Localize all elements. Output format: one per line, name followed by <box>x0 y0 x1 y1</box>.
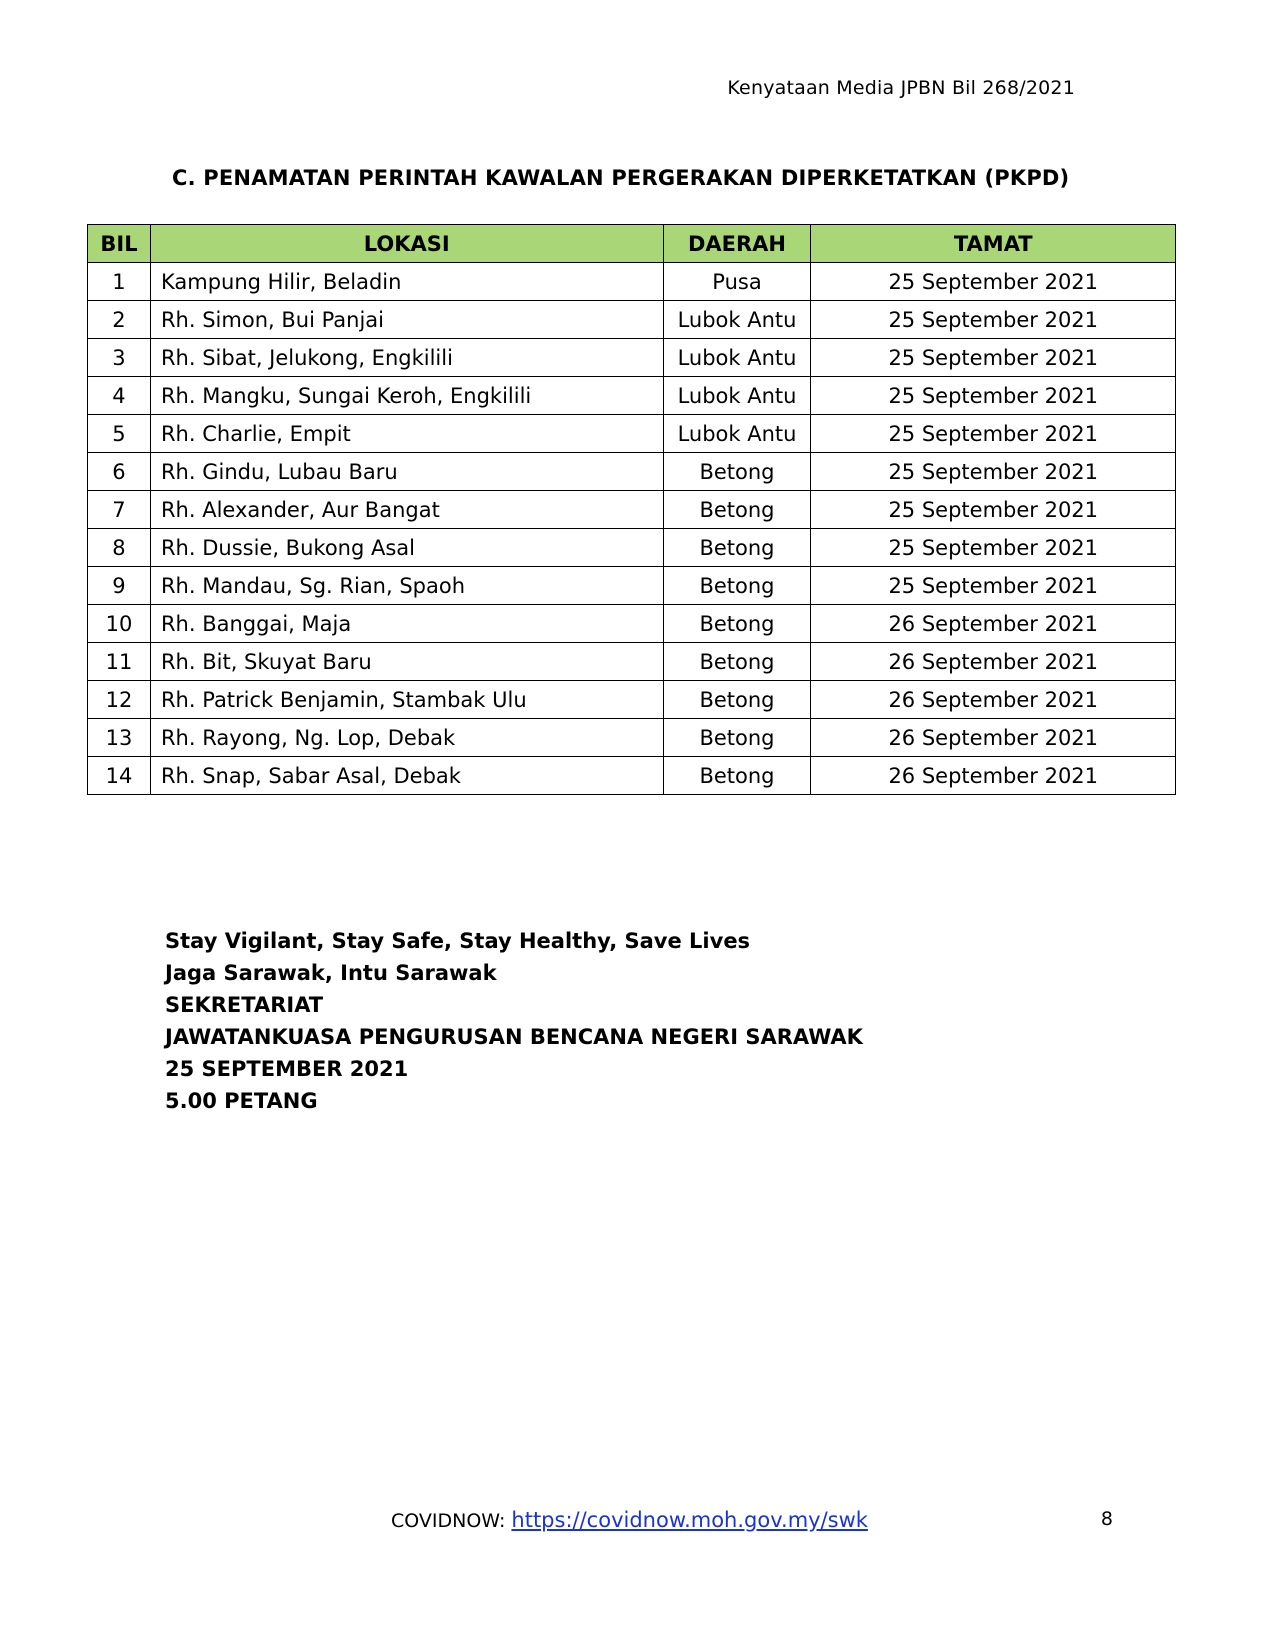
cell-bil: 2 <box>88 301 151 339</box>
cell-tamat: 26 September 2021 <box>811 643 1176 681</box>
table-row <box>88 681 1176 719</box>
cell-lokasi: Rh. Charlie, Empit <box>150 415 663 453</box>
cell-daerah: Betong <box>663 453 811 491</box>
cell-bil: 8 <box>88 529 151 567</box>
footer-label: COVIDNOW: <box>391 1510 512 1532</box>
table-row <box>88 643 1176 681</box>
table-row <box>88 567 1176 605</box>
cell-tamat: 26 September 2021 <box>811 681 1176 719</box>
column-header-daerah: DAERAH <box>663 225 811 263</box>
cell-bil: 1 <box>88 263 151 301</box>
pkpd-table <box>87 224 1176 795</box>
table-row <box>88 529 1176 567</box>
cell-lokasi: Rh. Alexander, Aur Bangat <box>150 491 663 529</box>
cell-bil: 6 <box>88 453 151 491</box>
cell-daerah: Betong <box>663 529 811 567</box>
covidnow-link[interactable]: https://covidnow.moh.gov.my/swk <box>511 1508 868 1532</box>
cell-lokasi: Rh. Snap, Sabar Asal, Debak <box>150 757 663 795</box>
cell-daerah: Pusa <box>663 263 811 301</box>
page-number: 8 <box>1100 1508 1113 1530</box>
table-row <box>88 301 1176 339</box>
cell-tamat: 25 September 2021 <box>811 415 1176 453</box>
closing-motto: Jaga Sarawak, Intu Sarawak <box>165 961 497 985</box>
table-header-row <box>88 225 1176 263</box>
column-header-lokasi: LOKASI <box>150 225 663 263</box>
closing-slogan: Stay Vigilant, Stay Safe, Stay Healthy, Save Lives <box>165 929 751 953</box>
cell-daerah: Betong <box>663 643 811 681</box>
cell-daerah: Betong <box>663 719 811 757</box>
cell-lokasi: Rh. Banggai, Maja <box>150 605 663 643</box>
closing-time: 5.00 PETANG <box>165 1089 318 1113</box>
cell-lokasi: Kampung Hilir, Beladin <box>150 263 663 301</box>
cell-lokasi: Rh. Bit, Skuyat Baru <box>150 643 663 681</box>
closing-date: 25 SEPTEMBER 2021 <box>165 1057 409 1081</box>
cell-lokasi: Rh. Patrick Benjamin, Stambak Ulu <box>150 681 663 719</box>
cell-bil: 4 <box>88 377 151 415</box>
cell-tamat: 25 September 2021 <box>811 377 1176 415</box>
cell-tamat: 25 September 2021 <box>811 453 1176 491</box>
table-body <box>88 263 1176 795</box>
cell-tamat: 25 September 2021 <box>811 491 1176 529</box>
column-header-bil: BIL <box>88 225 151 263</box>
cell-bil: 3 <box>88 339 151 377</box>
table-row <box>88 377 1176 415</box>
cell-lokasi: Rh. Dussie, Bukong Asal <box>150 529 663 567</box>
table-row <box>88 339 1176 377</box>
cell-tamat: 25 September 2021 <box>811 529 1176 567</box>
cell-daerah: Betong <box>663 491 811 529</box>
cell-bil: 12 <box>88 681 151 719</box>
cell-tamat: 26 September 2021 <box>811 719 1176 757</box>
cell-bil: 10 <box>88 605 151 643</box>
cell-daerah: Betong <box>663 681 811 719</box>
closing-committee: JAWATANKUASA PENGURUSAN BENCANA NEGERI SARAWAK <box>165 1025 863 1049</box>
table-row <box>88 605 1176 643</box>
cell-bil: 7 <box>88 491 151 529</box>
cell-bil: 14 <box>88 757 151 795</box>
cell-lokasi: Rh. Simon, Bui Panjai <box>150 301 663 339</box>
cell-daerah: Betong <box>663 757 811 795</box>
cell-daerah: Betong <box>663 567 811 605</box>
document-reference: Kenyataan Media JPBN Bil 268/2021 <box>727 77 1075 99</box>
cell-daerah: Lubok Antu <box>663 415 811 453</box>
cell-bil: 5 <box>88 415 151 453</box>
cell-lokasi: Rh. Mandau, Sg. Rian, Spaoh <box>150 567 663 605</box>
cell-lokasi: Rh. Rayong, Ng. Lop, Debak <box>150 719 663 757</box>
cell-daerah: Lubok Antu <box>663 377 811 415</box>
cell-lokasi: Rh. Mangku, Sungai Keroh, Engkilili <box>150 377 663 415</box>
column-header-tamat: TAMAT <box>811 225 1176 263</box>
cell-lokasi: Rh. Sibat, Jelukong, Engkilili <box>150 339 663 377</box>
closing-secretariat: SEKRETARIAT <box>165 993 324 1017</box>
cell-tamat: 25 September 2021 <box>811 567 1176 605</box>
section-title: C. PENAMATAN PERINTAH KAWALAN PERGERAKAN DIPERKETATKAN (PKPD) <box>172 166 1070 190</box>
table-row <box>88 415 1176 453</box>
closing-block <box>165 925 863 1117</box>
cell-daerah: Betong <box>663 605 811 643</box>
cell-bil: 13 <box>88 719 151 757</box>
cell-tamat: 25 September 2021 <box>811 263 1176 301</box>
cell-tamat: 26 September 2021 <box>811 605 1176 643</box>
table-row <box>88 719 1176 757</box>
cell-daerah: Lubok Antu <box>663 301 811 339</box>
cell-lokasi: Rh. Gindu, Lubau Baru <box>150 453 663 491</box>
cell-bil: 9 <box>88 567 151 605</box>
table-row <box>88 453 1176 491</box>
table-row <box>88 757 1176 795</box>
cell-tamat: 25 September 2021 <box>811 339 1176 377</box>
cell-bil: 11 <box>88 643 151 681</box>
table-row <box>88 263 1176 301</box>
cell-daerah: Lubok Antu <box>663 339 811 377</box>
footer <box>391 1508 868 1532</box>
cell-tamat: 26 September 2021 <box>811 757 1176 795</box>
table-row <box>88 491 1176 529</box>
cell-tamat: 25 September 2021 <box>811 301 1176 339</box>
